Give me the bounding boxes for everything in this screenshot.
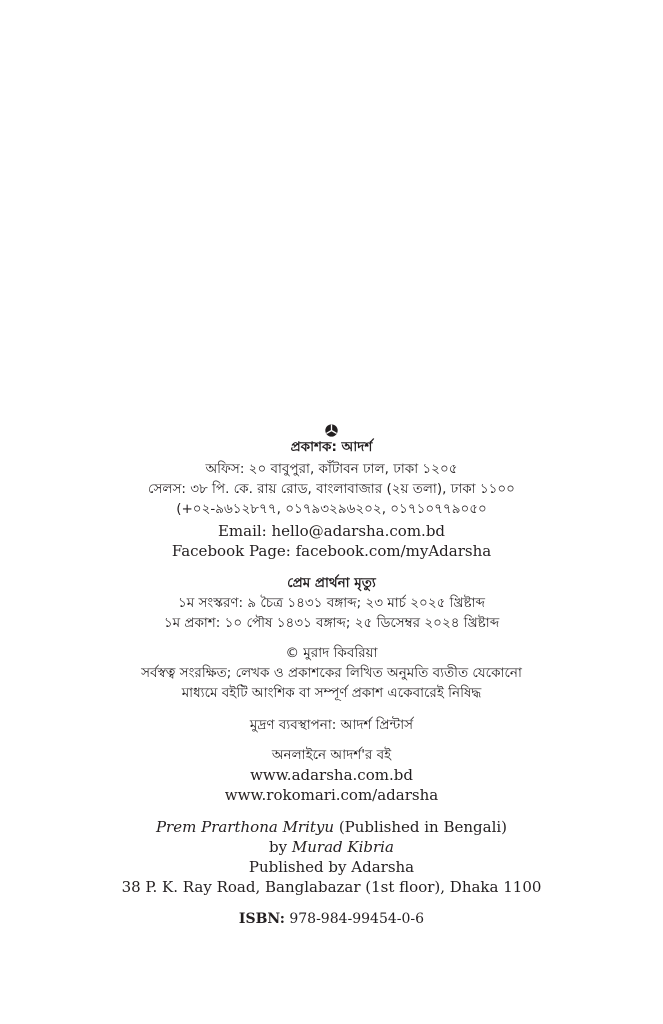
rights-line-1: সর্বস্বত্ব সংরক্ষিত; লেখক ও প্রকাশকের লিখিত অনুমতি ব্যতীত যেকোনো: [141, 665, 522, 681]
sales-address: সেলস: ৩৮ পি. কে. রায় রোড, বাংলাবাজার (২য় তলা), ঢাকা ১১০০: [148, 481, 515, 497]
adarsha-logo-icon: [325, 424, 338, 437]
online-heading: অনলাইনে আদর্শ'র বই: [271, 747, 392, 763]
isbn-line: [0, 909, 663, 929]
by-prefix: by: [269, 838, 292, 856]
published-by-line: Published by Adarsha: [248, 858, 415, 876]
copyright-line: © মুরাদ কিবরিয়া: [285, 645, 378, 661]
first-publication-line: ১ম প্রকাশ: ১০ পৌষ ১৪৩১ বঙ্গাব্দ; ২৫ ডিসেম্বর ২০২৪ খ্রিষ্টাব্দ: [163, 615, 500, 631]
website-adarsha: www.adarsha.com.bd: [250, 766, 413, 784]
isbn-label: ISBN:: [238, 911, 285, 927]
printing-management: মুদ্রণ ব্যবস্থাপনা: আদর্শ প্রিন্টার্স: [249, 717, 414, 733]
phone-numbers: (+০২-৯৬১২৮৭৭, ০১৭৯৩২৯৬২০২, ০১৭১০৭৭৯০৫০: [176, 501, 487, 517]
facebook-line: Facebook Page: facebook.com/myAdarsha: [171, 542, 492, 560]
publisher-line: প্রকাশক: আদর্শ: [290, 439, 373, 455]
english-title: Prem Prarthona Mrityu: [155, 818, 335, 836]
english-title-line: [0, 817, 663, 837]
imprint-page: [0, 424, 663, 929]
first-edition-line: ১ম সংস্করণ: ৯ চৈত্র ১৪৩১ বঙ্গাব্দ; ২৩ মার্চ ২০২৫ খ্রিষ্টাব্দ: [177, 595, 486, 611]
author-line: [0, 837, 663, 857]
website-rokomari: www.rokomari.com/adarsha: [224, 786, 439, 804]
author-name: Murad Kibria: [291, 838, 394, 856]
english-address: 38 P. K. Ray Road, Banglabazar (1st floor), Dhaka 1100: [121, 878, 542, 896]
english-title-suffix: (Published in Bengali): [334, 818, 508, 836]
rights-line-2: মাধ্যমে বইটি আংশিক বা সম্পূর্ণ প্রকাশ একেবারেই নিষিদ্ধ: [181, 685, 482, 701]
office-address: অফিস: ২০ বাবুপুরা, কাঁটাবন ঢাল, ঢাকা ১২০৫: [205, 461, 458, 477]
email-line: Email: hello@adarsha.com.bd: [217, 522, 446, 540]
isbn-value: 978-984-99454-0-6: [284, 911, 425, 927]
book-title-bn: প্রেম প্রার্থনা মৃত্যু: [287, 575, 376, 591]
